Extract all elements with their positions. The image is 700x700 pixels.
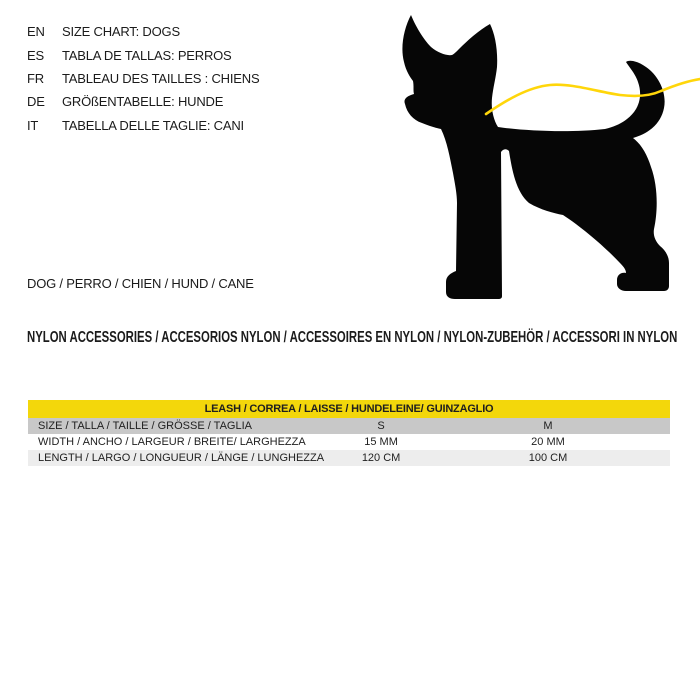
table-row-width xyxy=(28,434,670,450)
language-code: EN xyxy=(27,24,45,40)
size-m-cell: 20 MM xyxy=(531,436,565,448)
category-line: NYLON ACCESSORIES / ACCESORIOS NYLON / ACCESSOIRES EN NYLON / NYLON-ZUBEHÖR / ACCESSORI IN NYLON xyxy=(27,329,678,346)
language-row-es xyxy=(27,43,259,66)
language-code: IT xyxy=(27,117,39,133)
language-row-de xyxy=(27,90,259,113)
dog-body-shape xyxy=(402,15,669,299)
language-list xyxy=(27,20,259,137)
language-title: GRÖßENTABELLE: HUNDE xyxy=(62,94,224,110)
size-s-cell: 15 MM xyxy=(364,436,398,448)
leash-line-icon xyxy=(486,79,700,114)
table-row-size xyxy=(28,418,670,434)
dog-silhouette-icon xyxy=(398,8,700,304)
spacer-cell xyxy=(631,450,670,466)
language-code: ES xyxy=(27,47,44,63)
table-header-leash: LEASH / CORREA / LAISSE / HUNDELEINE/ GUINZAGLIO xyxy=(28,400,670,418)
language-title: SIZE CHART: DOGS xyxy=(62,24,180,40)
row-label-cell: WIDTH / ANCHO / LARGEUR / BREITE/ LARGHEZZA xyxy=(38,436,306,448)
size-table xyxy=(28,400,670,466)
size-m-cell: 100 CM xyxy=(528,452,568,464)
size-s-cell: 120 CM xyxy=(361,452,401,464)
spacer-cell xyxy=(631,434,670,450)
language-code: DE xyxy=(27,94,45,110)
language-row-en xyxy=(27,20,259,43)
row-label-cell: SIZE / TALLA / TAILLE / GRÖSSE / TAGLIA xyxy=(38,420,252,432)
language-title: TABLA DE TALLAS: PERROS xyxy=(62,47,232,63)
language-row-it xyxy=(27,114,259,137)
table-row-length xyxy=(28,450,670,466)
spacer-cell xyxy=(631,418,670,434)
language-code: FR xyxy=(27,70,44,86)
size-m-cell: M xyxy=(543,420,553,432)
language-row-fr xyxy=(27,67,259,90)
language-title: TABLEAU DES TAILLES : CHIENS xyxy=(62,70,260,86)
animal-names-line: DOG / PERRO / CHIEN / HUND / CANE xyxy=(27,276,254,291)
size-s-cell: S xyxy=(377,420,385,432)
language-title: TABELLA DELLE TAGLIE: CANI xyxy=(62,117,244,133)
row-label-cell: LENGTH / LARGO / LONGUEUR / LÄNGE / LUNGHEZZA xyxy=(38,452,325,464)
